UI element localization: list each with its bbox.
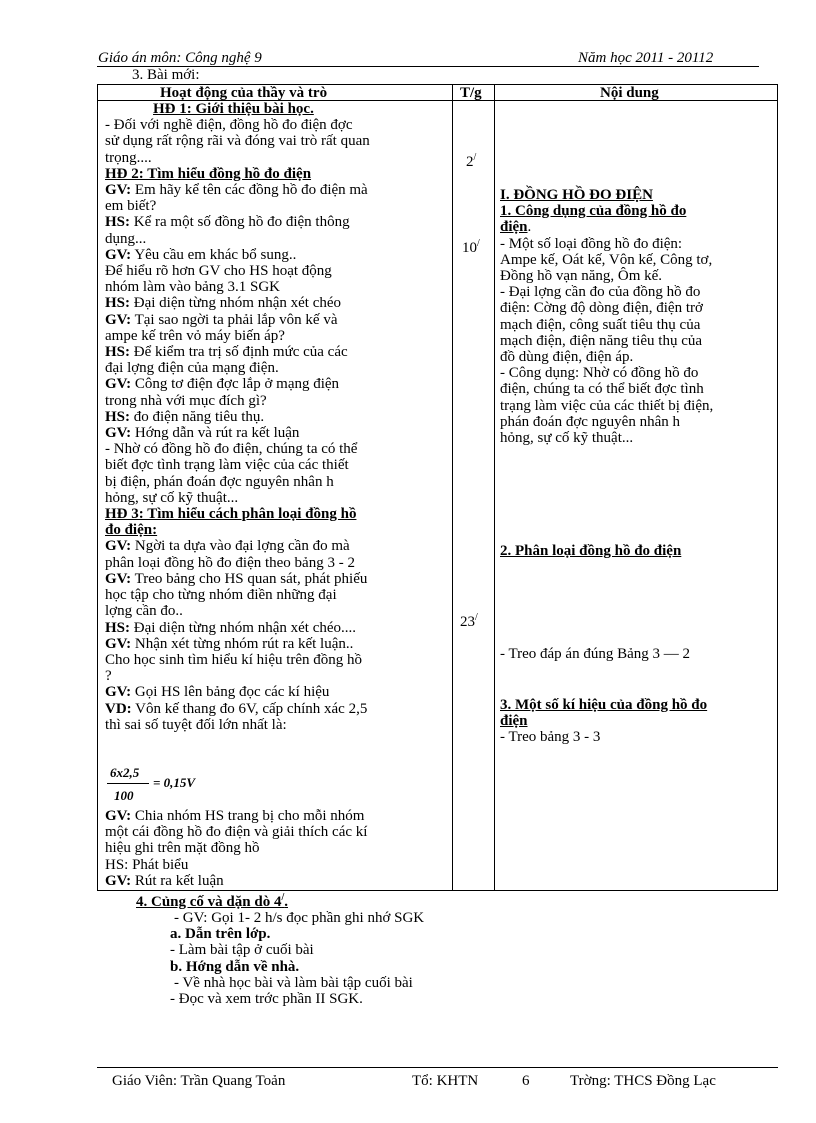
content-line: hỏng, sự cố kỹ thuật... [500,430,634,447]
activity-line: đo điện năng tiêu thụ. [130,408,265,425]
formula-denominator: 100 [114,788,134,803]
column-header-content: Nội dung [600,85,659,101]
activity-line: ? [105,668,112,685]
header-subject: Giáo án môn: Công nghệ 9 [98,50,262,66]
content-line: - Công dụng: Nhờ có đồng hồ đo [500,365,699,382]
content-subheading: 1. Công dụng của đồng hồ đo [500,203,687,220]
formula-result: = 0,15V [153,775,196,790]
activities-column-end [105,808,450,889]
hd3-title: HĐ 3: Tìm hiểu cách phân loại đồng hồ [105,506,357,523]
content-heading-3: điện [500,713,528,730]
content-heading-2: 2. Phân loại đồng hồ đo điện [500,543,682,559]
activity-line: Tại sao ngời ta phải lắp vôn kế và [131,311,338,328]
time-hd2: 10/ [462,238,480,256]
activity-line: hiệu ghi trên mặt đồng hồ [105,840,260,857]
content-line: phán đoán đợc nguyên nhân h [500,413,680,430]
consolidation-line: - Đọc và xem trớc phần II SGK. [170,991,363,1008]
activity-line: Yêu cầu em khác bổ sung.. [131,246,297,263]
content-line: Đồng hồ vạn năng, Ôm kế. [500,268,663,285]
activity-line: Gọi HS lên bảng đọc các kí hiệu [131,684,330,701]
content-subheading: điện [500,219,528,236]
role-tag: GV: [105,246,132,263]
activity-line: hỏng, sự cố kỹ thuật... [105,489,239,506]
footer-teacher: Giáo Viên: Trần Quang Toản [112,1073,286,1089]
consolidation-title: 4. Củng cố và dặn dò 4/. [136,892,288,910]
activity-line: Rút ra kết luận [131,872,224,889]
activity-line: Hớng dẫn và rút ra kết luận [131,425,300,442]
activity-line: Đại diện từng nhóm nhận xét chéo [130,295,342,312]
column-header-activities: Hoạt động của thầy và trò [160,85,328,101]
activity-line: - Đối với nghề điện, đồng hồ đo điện đợc [105,117,353,134]
role-tag: GV: [105,425,132,442]
content-heading-3: 3. Một số kí hiệu của đồng hồ đo [500,697,708,713]
consolidation-body [170,910,424,1007]
role-tag: VD: [105,700,132,717]
content-line: đồ dùng điện, điện áp. [500,349,634,366]
content-line: mạch điện, điện năng tiêu thụ của [500,332,703,349]
content-line: - Đại lợng cần đo của đồng hồ đo [500,284,701,301]
column-header-time: T/g [460,85,482,101]
activity-line: Để kiểm tra trị số định mức của các [130,344,348,361]
activity-line: Ngời ta dựa vào đại lợng cần đo mà [131,538,350,555]
activity-line: Chia nhóm HS trang bị cho mỗi nhóm [131,808,365,824]
activity-line: một cái đồng hồ đo điện và giải thích các kí [105,824,368,841]
time-hd1: 2/ [466,152,477,170]
activity-line: Để hiểu rõ hơn GV cho HS hoạt động [105,263,332,280]
role-tag: GV: [105,182,132,199]
role-tag: GV: [105,808,132,824]
hd3-title: đo điện: [105,522,158,539]
activity-line: ampe kế trên vỏ máy biến áp? [105,327,285,344]
content-section-3 [500,697,776,746]
activity-line: Nhận xét từng nhóm rút ra kết luận.. [131,635,354,652]
activity-line: dụng... [105,230,147,247]
table-right-border [777,84,778,891]
consolidation-subheading: a. Dẫn trên lớp. [170,926,271,943]
activity-line: Em hãy kể tên các đồng hồ đo điện mà [131,182,368,199]
activity-line: Đại diện từng nhóm nhận xét chéo.... [130,619,357,636]
activity-line: học tập cho từng nhóm điền những đại [105,587,337,604]
role-tag: HS: [105,214,131,231]
role-tag: GV: [105,311,132,328]
activity-line: em biết? [105,198,157,215]
activity-line: Treo bảng cho HS quan sát, phát phiếu [131,570,368,587]
content-line: điện, chúng ta có thể biết đợc tình [500,381,704,398]
content-section-1: I. ĐỒNG HỒ ĐO ĐIỆN 1. Công dụng của đồng hồ đo điện. - Một số loại đồng hồ đo điện: Ampe kế, Oát kế, Vôn kế, Công tơ, Đồng hồ vạn năng, Ôm kế. - Đại lợng cần đo của đồng hồ đo điện: Cờng độ dòng điện, điện trở mạch điện, công suất tiêu thụ của mạch điện, điện năng tiêu thụ của đồ dùng điện, điện áp. - Công dụng: Nhờ có đồng hồ đo điện, chúng ta có thể biết đợc tình trạng làm việc của các thiết bị điện, phán đoán đợc nguyên nhân h hỏng, sự cố kỹ thuật... [500,187,776,446]
content-line: điện: Cờng độ dòng điện, điện trở [500,300,703,317]
consolidation-line: - Làm bài tập ở cuối bài [170,942,314,959]
content-line: - Treo đáp án đúng Bảng 3 — 2 [500,646,690,662]
role-tag: HS: [105,619,131,636]
table-col-divider-1 [452,84,453,891]
hd2-title: HĐ 2: Tìm hiểu đồng hồ đo điện [105,165,312,182]
activity-line: lợng cần đo.. [105,603,183,620]
activity-line: Kể ra một số đồng hồ đo điện thông [130,214,350,231]
activity-line: trọng.... [105,149,152,166]
activity-line: phân loại đồng hồ đo điện theo bảng 3 - 2 [105,554,355,571]
activity-line: HS: Phát biểu [105,856,189,873]
role-tag: HS: [105,408,131,425]
content-heading: I. ĐỒNG HỒ ĐO ĐIỆN [500,187,653,203]
activities-column [105,101,450,733]
consolidation-line: - GV: Gọi 1- 2 h/s đọc phần ghi nhớ SGK [174,910,425,926]
hd1-title: HĐ 1: Giới thiệu bài học. [153,101,314,117]
content-line: trạng làm việc của các thiết bị điện, [500,397,714,414]
activity-line: trong nhà với mục đích gì? [105,392,267,409]
role-tag: GV: [105,635,132,652]
activity-line: nhóm làm vào bảng 3.1 SGK [105,279,280,296]
header-school-year: Năm học 2011 - 20112 [578,50,714,66]
footer-group: Tổ: KHTN [412,1073,479,1089]
content-line: Ampe kế, Oát kế, Vôn kế, Công tơ, [500,251,713,268]
activity-line: sử dụng rất rộng rãi và đóng vai trò rất quan [105,133,370,150]
consolidation-line: - Về nhà học bài và làm bài tập cuối bài [174,974,413,991]
activity-line: Vôn kế thang đo 6V, cấp chính xác 2,5 [131,700,368,717]
role-tag: GV: [105,872,132,889]
role-tag: HS: [105,344,131,361]
activity-line: - Nhờ có đồng hồ đo điện, chúng ta có thể [105,441,358,458]
content-line: - Treo bảng 3 - 3 [500,729,601,746]
activity-line: Công tơ điện đợc lắp ở mạng điện [131,376,340,393]
footer-school: Trờng: THCS Đồng Lạc [570,1073,716,1089]
content-line: mạch điện, công suất tiêu thụ của [500,316,701,333]
activity-line: đại lợng điện của mạng điện. [105,360,279,377]
activity-line: biết đợc tình trạng làm việc của các thiết [105,457,349,474]
time-hd3: 23/ [460,612,478,630]
content-line: - Một số loại đồng hồ đo điện: [500,235,683,252]
role-tag: HS: [105,295,131,312]
table-left-border [97,84,98,891]
consolidation-subheading: b. Hớng dẫn về nhà. [170,958,300,975]
footer-rule [97,1067,778,1068]
role-tag: GV: [105,538,132,555]
activity-line: bị điện, phán đoán đợc nguyên nhân h [105,473,334,490]
table-bottom-border [97,890,778,891]
table-col-divider-2 [494,84,495,891]
section-title: 3. Bài mới: [132,67,200,83]
role-tag: GV: [105,376,132,393]
activity-line: thì sai số tuyệt đối lớn nhất là: [105,716,287,733]
activity-line: Cho học sinh tìm hiểu kí hiệu trên đồng hồ [105,651,363,668]
role-tag: GV: [105,684,132,701]
role-tag: GV: [105,570,132,587]
formula-numerator: 6x2,5 [110,765,140,780]
formula-fraction-bar [107,783,149,784]
footer-page-number: 6 [522,1073,530,1089]
